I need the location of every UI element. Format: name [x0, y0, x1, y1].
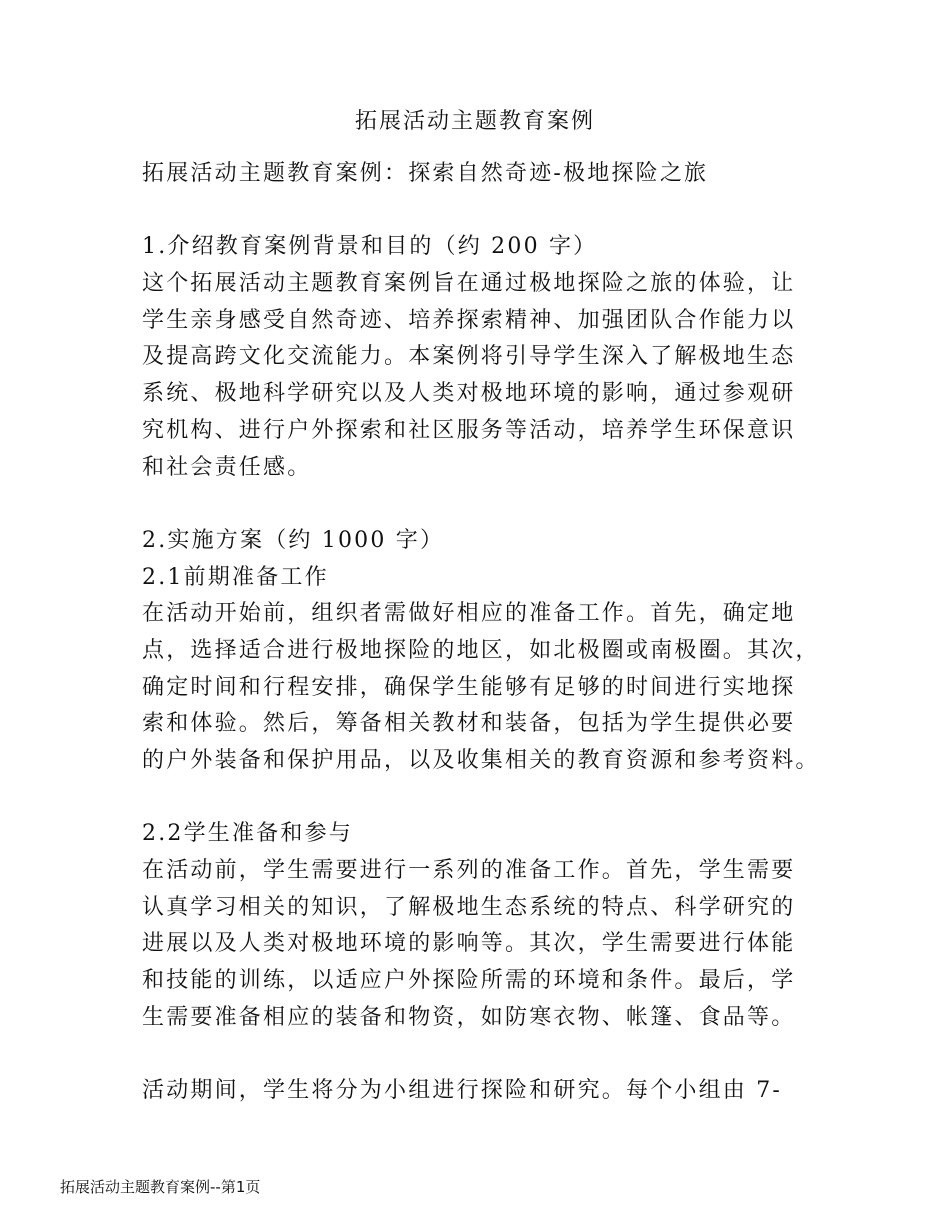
blank-line: [142, 193, 822, 230]
page-footer: 拓展活动主题教育案例--第1页: [60, 1178, 261, 1196]
blank-line: [142, 1037, 822, 1074]
paragraph-line: 的户外装备和保护用品，以及收集相关的教育资源和参考资料。: [142, 748, 820, 773]
subsection-heading-2-1: 2.1前期准备工作: [142, 564, 329, 590]
paragraph-line: 系统、极地科学研究以及人类对极地环境的影响，通过参观研: [142, 381, 796, 407]
paragraph-line: 点，选择适合进行极地探险的地区，如北极圈或南极圈。其次，: [142, 637, 820, 663]
paragraph-line: 在活动开始前，组织者需做好相应的准备工作。首先，确定地: [142, 601, 796, 627]
section-heading-1: 1.介绍教育案例背景和目的（约 200 字）: [142, 234, 598, 260]
paragraph-line: 认真学习相关的知识，了解极地生态系统的特点、科学研究的: [142, 894, 796, 920]
paragraph-line: 和技能的训练，以适应户外探险所需的环境和条件。最后，学: [142, 968, 796, 994]
paragraph-line: 活动期间，学生将分为小组进行探险和研究。每个小组由 7-: [142, 1078, 783, 1104]
blank-line: [142, 486, 822, 523]
paragraph-line: 及提高跨文化交流能力。本案例将引导学生深入了解极地生态: [142, 344, 796, 370]
subtitle-line: 拓展活动主题教育案例：探索自然奇迹-极地探险之旅: [142, 161, 709, 186]
paragraph-line: 确定时间和行程安排，确保学生能够有足够的时间进行实地探: [142, 674, 796, 700]
paragraph-line: 和社会责任感。: [142, 454, 312, 480]
paragraph-line: 生需要准备相应的装备和物资，如防寒衣物、帐篷、食品等。: [142, 1004, 796, 1030]
paragraph-line: 究机构、进行户外探索和社区服务等活动，培养学生环保意识: [142, 417, 796, 443]
document-body: [142, 156, 822, 1110]
paragraph-line: 在活动前，学生需要进行一系列的准备工作。首先，学生需要: [142, 858, 796, 884]
section-heading-2: 2.实施方案（约 1000 字）: [142, 527, 445, 553]
document-title: 拓展活动主题教育案例: [354, 109, 595, 134]
blank-line: [142, 780, 822, 817]
paragraph-line: 进展以及人类对极地环境的影响等。其次，学生需要进行体能: [142, 931, 796, 957]
paragraph-line: 学生亲身感受自然奇迹、培养探索精神、加强团队合作能力以: [142, 307, 796, 333]
subsection-heading-2-2: 2.2学生准备和参与: [142, 821, 353, 847]
paragraph-line: 这个拓展活动主题教育案例旨在通过极地探险之旅的体验，让: [142, 271, 796, 297]
paragraph-line: 索和体验。然后，筹备相关教材和装备，包括为学生提供必要: [142, 711, 796, 737]
